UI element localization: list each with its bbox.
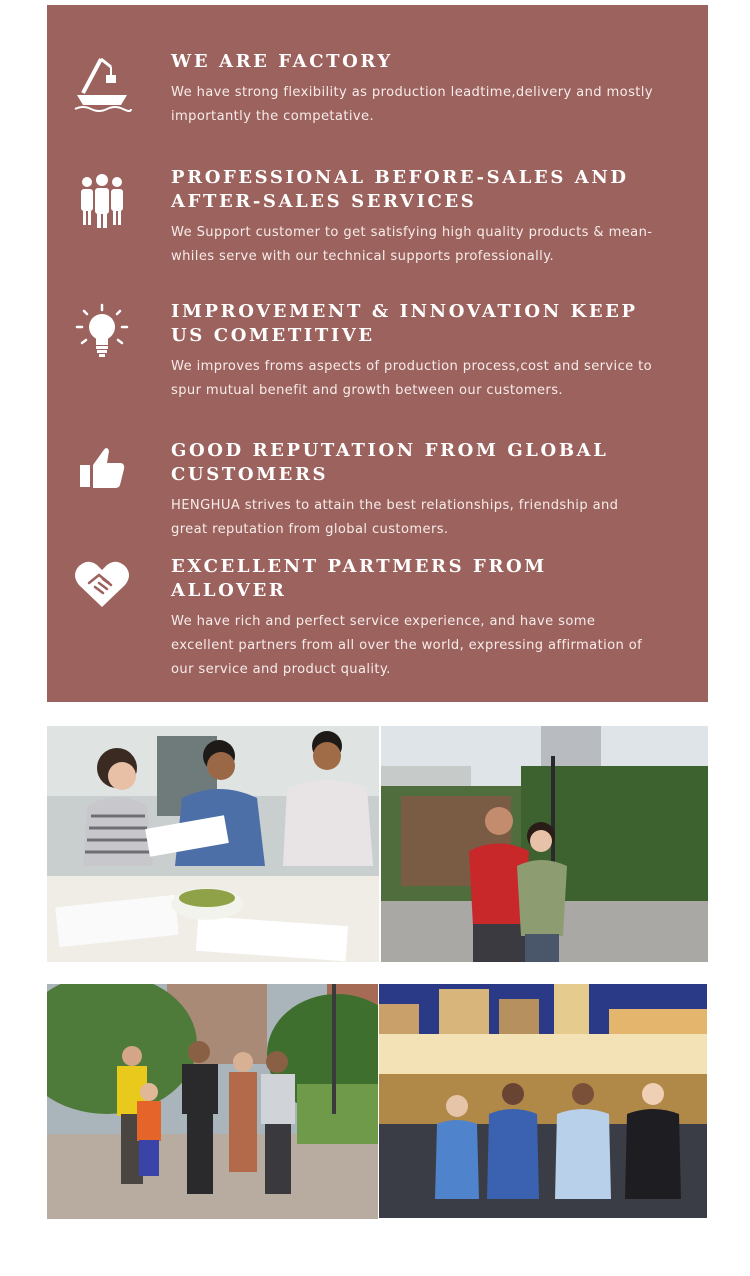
feature-text: HENGHUA strives to attain the best relationships, friendship and great reputation from global customers. — [171, 497, 619, 537]
photo-park-couple — [381, 726, 708, 962]
handshake-heart-icon — [69, 551, 135, 617]
feature-text: We Support customer to get satisfying high quality products & mean-whiles serve with our technical supports professionally. — [171, 224, 653, 264]
feature-title: EXCELLENT PARTMERS FROM ALLOVER — [171, 556, 547, 601]
feature-text: We improves froms aspects of production process,cost and service to spur mutual benefit and growth between our customers. — [171, 358, 653, 398]
feature-title: GOOD REPUTATION FROM GLOBAL CUSTOMERS — [171, 440, 609, 485]
photo-family-group — [47, 984, 378, 1219]
feature-title: IMPROVEMENT & INNOVATION KEEP US COMETITIVE — [171, 301, 638, 346]
photo-night-river-group — [379, 984, 707, 1218]
feature-title: WE ARE FACTORY — [171, 51, 393, 72]
lightbulb-icon — [69, 300, 135, 366]
photo-office-meeting — [47, 726, 379, 962]
feature-text: We have strong flexibility as production leadtime,delivery and mostly importantly the competative. — [171, 84, 653, 124]
team-icon — [69, 168, 135, 234]
thumbs-up-icon — [69, 435, 135, 501]
crane-ship-icon — [69, 50, 135, 116]
feature-title: PROFESSIONAL BEFORE-SALES AND AFTER-SALES SERVICES — [171, 167, 629, 212]
features-panel — [47, 5, 708, 702]
feature-text: We have rich and perfect service experience, and have some excellent partners from all over the world, expressing affirmation of our service and product quality. — [171, 613, 643, 677]
